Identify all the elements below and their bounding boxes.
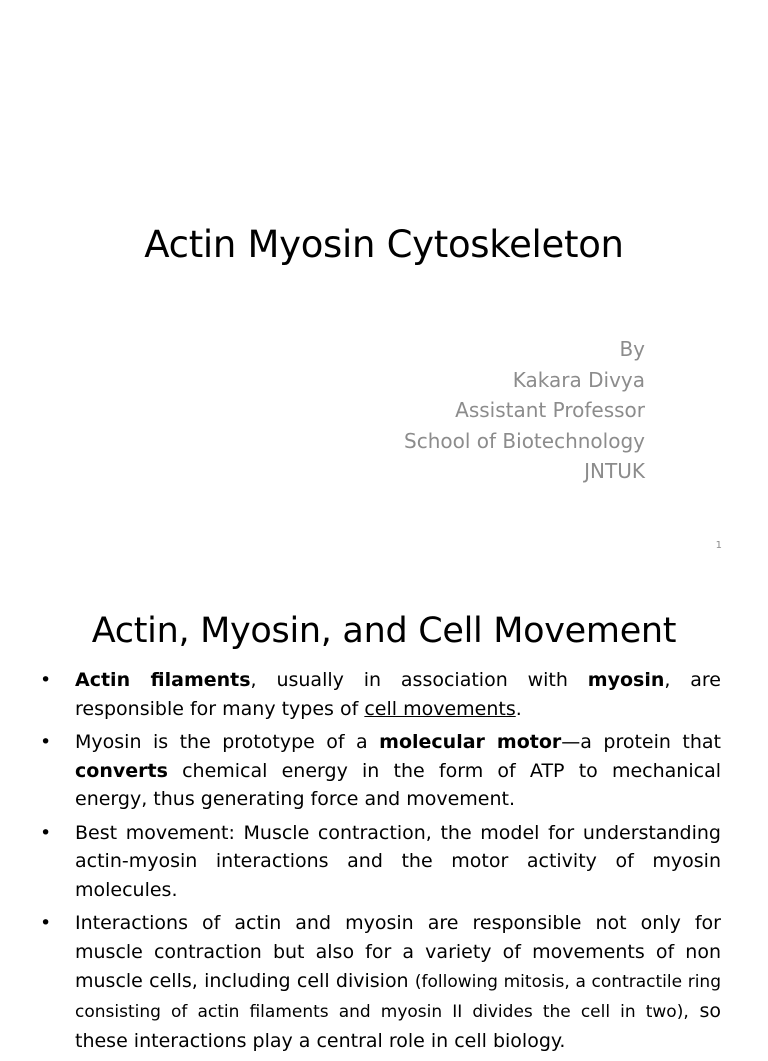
bullet-list: [40, 666, 721, 1061]
bullet-text: Best movement: Muscle contraction, the model for understanding actin-myosin interactions and the motor activity of myosin molecules.: [75, 821, 721, 901]
author-block: [404, 334, 645, 487]
slide-title: Actin, Myosin, and Cell Movement: [91, 611, 677, 651]
text-run: .: [515, 697, 522, 720]
text-run: —a protein that: [561, 731, 721, 753]
author-by: By: [619, 337, 645, 361]
bullet-text: [75, 909, 721, 1056]
slide-title: Actin Myosin Cytoskeleton: [144, 223, 624, 266]
bold-term: myosin: [587, 669, 665, 691]
bullet-icon: •: [40, 821, 52, 844]
bullet-icon: •: [40, 669, 52, 691]
bold-term: molecular motor: [379, 731, 562, 753]
parenthetical-text: (following mitosis, a contractile ring consisting of actin filaments and myosin II divides the cell in two),: [75, 972, 721, 1022]
bullet-icon: •: [40, 731, 52, 753]
bullet-icon: •: [40, 912, 52, 934]
text-run: , are responsible for many types of: [75, 669, 721, 720]
text-run: , usually in association with: [250, 669, 588, 691]
author-university: JNTUK: [584, 459, 645, 483]
text-run: Interactions of actin and myosin are responsible not only for muscle contraction but also for a variety of movements of non muscle cells, including cell division: [75, 912, 721, 992]
author-name: Kakara Divya: [512, 367, 645, 392]
slide-number: 1: [715, 540, 722, 551]
text-run: so these interactions play a central role in cell biology.: [75, 1000, 721, 1052]
underlined-term: cell movements: [364, 697, 516, 720]
bold-term: converts: [75, 759, 168, 782]
bullet-item: [40, 728, 721, 814]
bold-term: Actin filaments: [75, 669, 251, 691]
slide-2: [0, 576, 768, 1052]
bullet-item: [40, 909, 721, 1056]
author-department: School of Biotechnology: [404, 428, 645, 453]
bullet-item: [40, 666, 721, 723]
author-position: Assistant Professor: [455, 398, 645, 422]
bullet-text: [75, 666, 721, 723]
bullet-item: [40, 819, 721, 905]
bullet-text: [75, 728, 721, 814]
text-run: chemical energy in the form of ATP to mechanical energy, thus generating force and movement.: [75, 759, 721, 810]
text-run: Myosin is the prototype of a: [75, 731, 380, 753]
